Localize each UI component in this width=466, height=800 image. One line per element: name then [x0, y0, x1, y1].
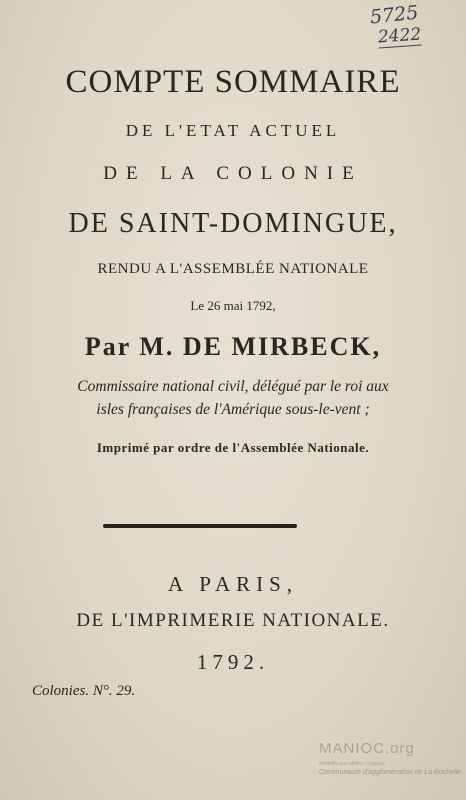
watermark-subtitle: Médiathèque Michel-Crépeau	[319, 761, 385, 767]
role-line-1: Commissaire national civil, délégué par le roi aux	[77, 378, 389, 395]
watermark-logo: MANIOC.org	[319, 740, 415, 757]
watermark-line: Communauté d'agglomération de La Rochelle	[319, 769, 462, 776]
handwritten-number-text: 2422	[377, 24, 422, 48]
date-line: Le 26 mai 1792,	[190, 298, 276, 313]
series-number: Colonies. N°. 29.	[32, 683, 136, 699]
title-line-1: COMPTE SOMMAIRE	[65, 64, 401, 100]
title-line-3: DE LA COLONIE	[103, 163, 363, 184]
imprint-year: 1792.	[196, 650, 270, 674]
author-line: Par M. DE MIRBECK,	[84, 332, 382, 361]
imprint-printer: DE L'IMPRIMERIE NATIONALE.	[76, 610, 390, 631]
imprint-place: A PARIS,	[167, 572, 299, 596]
divider-rule	[103, 524, 297, 528]
handwritten-number	[377, 25, 422, 49]
printed-by-line: Imprimé par ordre de l'Assemblée Nationale.	[96, 440, 370, 455]
handwritten-shelfmark: 5725	[368, 1, 420, 29]
role-line-2: isles françaises de l'Amérique sous-le-vent ;	[96, 401, 370, 418]
title-line-5: RENDU A L'ASSEMBLÉE NATIONALE	[97, 261, 369, 277]
title-line-4: DE SAINT-DOMINGUE,	[68, 208, 398, 239]
title-line-2: DE L'ETAT ACTUEL	[125, 121, 341, 140]
